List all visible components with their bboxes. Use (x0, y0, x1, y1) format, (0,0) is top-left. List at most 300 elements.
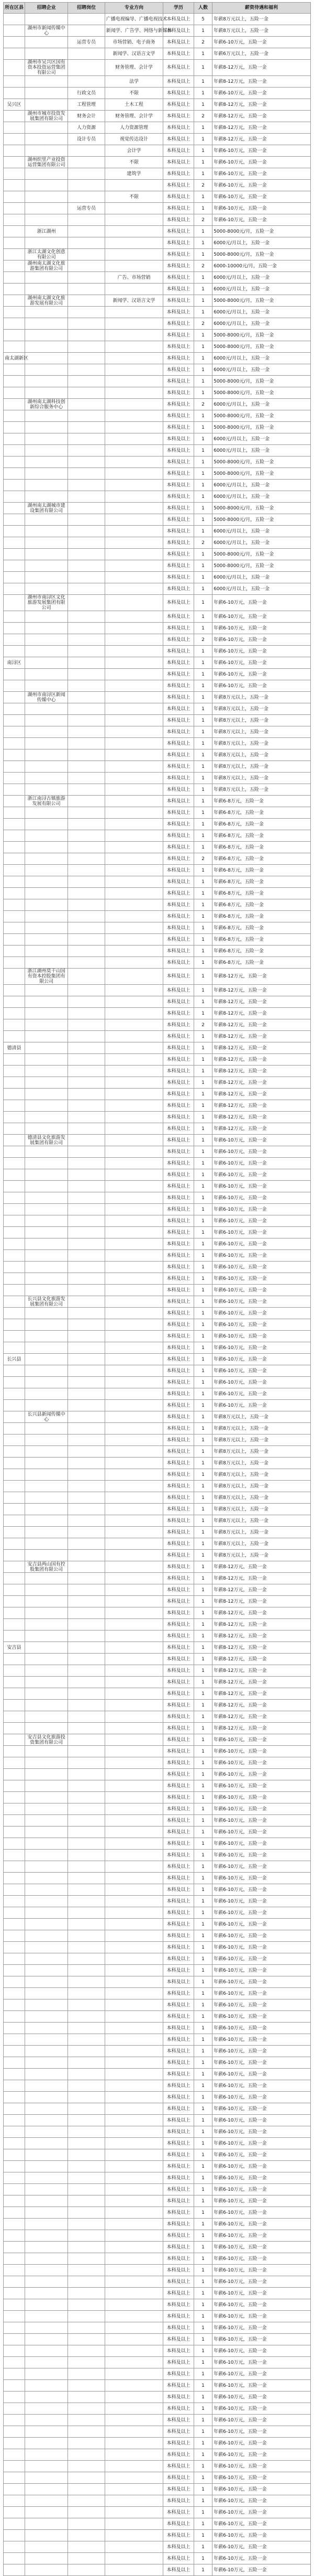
cell-education: 本科及以上 (163, 1780, 194, 1792)
cell-headcount: 1 (194, 830, 212, 842)
table-row (4, 819, 311, 830)
cell-headcount: 1 (194, 1596, 212, 1607)
table-row (4, 1607, 311, 1619)
cell-major (105, 1192, 163, 1204)
cell-region: 长兴县 (4, 1354, 25, 1365)
cell-major (105, 1019, 163, 1031)
cell-salary: 年薪6-10万元，五险一金 (212, 2449, 311, 2461)
cell-headcount: 1 (194, 25, 212, 37)
cell-region (4, 1700, 25, 1711)
table-row (4, 295, 311, 307)
cell-headcount: 1 (194, 1619, 212, 1631)
cell-major (105, 957, 163, 969)
cell-region (4, 865, 25, 876)
cell-region (4, 25, 25, 37)
cell-major (105, 2288, 163, 2299)
cell-major (105, 2518, 163, 2530)
cell-position (68, 2138, 105, 2149)
cell-salary: 年薪6-10万元，五险一金 (212, 1158, 311, 1169)
cell-education: 本科及以上 (163, 1135, 194, 1146)
table-row (4, 1780, 311, 1792)
cell-salary: 年薪6-10万元，五险一金 (212, 88, 311, 99)
cell-major: 法学 (105, 76, 163, 88)
cell-education: 本科及以上 (163, 48, 194, 60)
cell-region (4, 2495, 25, 2507)
cell-headcount: 1 (194, 284, 212, 295)
cell-employer (25, 2219, 68, 2230)
cell-employer (25, 1838, 68, 1850)
cell-region (4, 726, 25, 738)
cell-employer (25, 1930, 68, 1942)
table-row (4, 726, 311, 738)
cell-education: 本科及以上 (163, 957, 194, 969)
table-row (4, 996, 311, 1008)
table-row (4, 1089, 311, 1100)
cell-major (105, 2023, 163, 2034)
cell-major (105, 784, 163, 796)
table-row (4, 514, 311, 526)
cell-headcount: 1 (194, 237, 212, 249)
cell-region (4, 1135, 25, 1146)
cell-salary: 年薪6-10万元，五险一金 (212, 2069, 311, 2080)
table-row (4, 969, 311, 985)
cell-region (4, 1308, 25, 1319)
cell-position: 行政文员 (68, 88, 105, 99)
cell-region (4, 1677, 25, 1688)
cell-headcount: 1 (194, 1008, 212, 1019)
cell-region (4, 480, 25, 491)
cell-region (4, 2357, 25, 2368)
cell-education: 本科及以上 (163, 572, 194, 583)
table-row (4, 2092, 311, 2103)
cell-position (68, 819, 105, 830)
cell-major (105, 1469, 163, 1481)
table-row (4, 2103, 311, 2115)
cell-region (4, 2034, 25, 2046)
cell-position (68, 922, 105, 934)
cell-headcount: 1 (194, 2230, 212, 2242)
table-row (4, 1227, 311, 1238)
cell-region (4, 2126, 25, 2138)
cell-employer: 浙江湖州 (25, 226, 68, 237)
cell-position (68, 726, 105, 738)
cell-education: 本科及以上 (163, 985, 194, 996)
cell-salary: 5000-8000元/月，五险一金 (212, 560, 311, 572)
cell-salary: 年薪8-12万元，五险一金 (212, 1631, 311, 1642)
cell-employer (25, 1146, 68, 1158)
cell-employer (25, 1815, 68, 1827)
cell-region (4, 2322, 25, 2334)
cell-region (4, 364, 25, 376)
cell-employer (25, 2242, 68, 2253)
cell-salary: 年薪6-10万元，五险一金 (212, 2011, 311, 2023)
cell-major (105, 2553, 163, 2564)
cell-region (4, 1238, 25, 1250)
cell-headcount: 1 (194, 1677, 212, 1688)
cell-region (4, 1434, 25, 1446)
cell-position (68, 1250, 105, 1262)
cell-region (4, 1942, 25, 1953)
table-row (4, 2530, 311, 2541)
table-row (4, 25, 311, 37)
cell-employer (25, 2034, 68, 2046)
cell-salary: 年薪6-10万元，五险一金 (212, 1365, 311, 1377)
table-row (4, 2219, 311, 2230)
table-row (4, 1573, 311, 1584)
table-row (4, 376, 311, 387)
cell-position (68, 1100, 105, 1112)
cell-education: 本科及以上 (163, 2172, 194, 2184)
table-row (4, 853, 311, 865)
cell-employer (25, 2184, 68, 2195)
cell-region (4, 1077, 25, 1089)
table-row (4, 2011, 311, 2023)
cell-education: 本科及以上 (163, 1527, 194, 1538)
cell-region (4, 1965, 25, 1976)
cell-position (68, 1746, 105, 1757)
cell-major (105, 1262, 163, 1273)
cell-employer (25, 445, 68, 456)
cell-headcount: 1 (194, 1400, 212, 1411)
cell-employer (25, 985, 68, 996)
cell-headcount: 1 (194, 1192, 212, 1204)
cell-employer: 湖州织里产业投资运营集团有限公司 (25, 157, 68, 168)
cell-headcount: 1 (194, 1827, 212, 1838)
cell-headcount: 1 (194, 1584, 212, 1596)
cell-position (68, 945, 105, 957)
cell-position (68, 1296, 105, 1308)
cell-major (105, 1965, 163, 1976)
cell-region (4, 1607, 25, 1619)
cell-major (105, 1538, 163, 1550)
cell-position (68, 2057, 105, 2069)
cell-region (4, 738, 25, 749)
cell-position (68, 2011, 105, 2023)
cell-employer (25, 749, 68, 761)
cell-education: 本科及以上 (163, 634, 194, 646)
cell-major (105, 1227, 163, 1238)
cell-position (68, 703, 105, 715)
cell-education: 本科及以上 (163, 796, 194, 807)
cell-headcount: 1 (194, 1238, 212, 1250)
cell-employer (25, 1665, 68, 1677)
cell-salary: 年薪6-8万元，五险一金 (212, 853, 311, 865)
cell-employer (25, 1873, 68, 1884)
cell-position (68, 1331, 105, 1342)
cell-salary: 年薪8-12万元，五险一金 (212, 1619, 311, 1631)
cell-employer (25, 2311, 68, 2322)
cell-major (105, 1146, 163, 1158)
cell-position (68, 1158, 105, 1169)
table-row (4, 318, 311, 330)
cell-major (105, 249, 163, 260)
cell-headcount: 1 (194, 1976, 212, 1988)
cell-position: 财务会计 (68, 111, 105, 122)
cell-salary: 6000元/月以上，五险一金 (212, 433, 311, 445)
cell-education: 本科及以上 (163, 1411, 194, 1423)
table-row (4, 168, 311, 180)
cell-region (4, 2368, 25, 2380)
cell-major (105, 1907, 163, 1919)
cell-headcount: 1 (194, 2011, 212, 2023)
cell-position (68, 2311, 105, 2322)
cell-headcount: 1 (194, 2138, 212, 2149)
cell-education: 本科及以上 (163, 623, 194, 634)
table-row (4, 1342, 311, 1354)
cell-region (4, 1619, 25, 1631)
cell-major (105, 1550, 163, 1561)
cell-education: 本科及以上 (163, 111, 194, 122)
cell-region (4, 2265, 25, 2276)
table-row (4, 1458, 311, 1469)
cell-region (4, 1227, 25, 1238)
cell-major: 市场营销、电子商务 (105, 37, 163, 48)
cell-position (68, 1734, 105, 1746)
cell-region (4, 2242, 25, 2253)
header-education: 学历 (163, 3, 194, 14)
cell-major (105, 1769, 163, 1780)
cell-employer (25, 1953, 68, 1965)
cell-headcount: 1 (194, 842, 212, 853)
cell-position (68, 1123, 105, 1135)
cell-education: 本科及以上 (163, 180, 194, 191)
table-row (4, 680, 311, 692)
cell-salary: 年薪6-8万元，五险一金 (212, 945, 311, 957)
cell-employer (25, 1319, 68, 1331)
cell-salary: 年薪8-12万元，五险一金 (212, 969, 311, 985)
cell-salary: 6000元/月以上，五险一金 (212, 572, 311, 583)
cell-region (4, 807, 25, 819)
cell-education: 本科及以上 (163, 134, 194, 145)
cell-major (105, 503, 163, 514)
cell-employer (25, 180, 68, 191)
table-row (4, 911, 311, 922)
cell-salary: 6000元/月以上，五险一金 (212, 307, 311, 318)
cell-salary: 年薪8-12万元，五险一金 (212, 1066, 311, 1077)
cell-salary: 年薪8万元以上，五险一金 (212, 1469, 311, 1481)
cell-region (4, 1596, 25, 1607)
cell-employer (25, 537, 68, 549)
cell-education: 本科及以上 (163, 491, 194, 503)
cell-employer (25, 214, 68, 226)
cell-region (4, 1988, 25, 1999)
cell-position (68, 2161, 105, 2172)
cell-headcount: 1 (194, 680, 212, 692)
cell-major (105, 1988, 163, 1999)
cell-salary: 年薪6-10万元，五险一金 (212, 2403, 311, 2415)
cell-major: 建筑学 (105, 168, 163, 180)
table-row (4, 2265, 311, 2276)
cell-position (68, 1042, 105, 1054)
cell-employer (25, 1250, 68, 1262)
cell-education: 本科及以上 (163, 1723, 194, 1734)
cell-position (68, 1089, 105, 1100)
cell-major (105, 2172, 163, 2184)
cell-employer (25, 387, 68, 399)
cell-employer (25, 1976, 68, 1988)
cell-headcount: 1 (194, 2046, 212, 2057)
cell-position (68, 1308, 105, 1319)
cell-headcount: 2 (194, 111, 212, 122)
cell-salary: 年薪8万元以上，五险一金 (212, 1458, 311, 1469)
cell-region (4, 376, 25, 387)
cell-employer (25, 2046, 68, 2057)
cell-education: 本科及以上 (163, 272, 194, 284)
cell-region (4, 422, 25, 433)
cell-education: 本科及以上 (163, 1146, 194, 1158)
cell-salary: 年薪8万元以上，五险一金 (212, 692, 311, 703)
cell-employer (25, 1723, 68, 1734)
table-row (4, 180, 311, 191)
table-row (4, 1746, 311, 1757)
cell-position (68, 468, 105, 480)
cell-position (68, 657, 105, 669)
cell-major (105, 2253, 163, 2265)
cell-education: 本科及以上 (163, 1550, 194, 1561)
cell-major (105, 2207, 163, 2219)
cell-headcount: 1 (194, 1077, 212, 1089)
cell-headcount: 1 (194, 1607, 212, 1619)
cell-major (105, 526, 163, 537)
cell-major (105, 2034, 163, 2046)
cell-headcount: 1 (194, 1561, 212, 1573)
cell-headcount: 1 (194, 1527, 212, 1538)
cell-region (4, 2195, 25, 2207)
cell-headcount: 1 (194, 60, 212, 76)
cell-position (68, 341, 105, 353)
cell-major (105, 830, 163, 842)
cell-position (68, 491, 105, 503)
cell-major (105, 2449, 163, 2461)
cell-education: 本科及以上 (163, 842, 194, 853)
cell-major: 财务管理、会计学 (105, 60, 163, 76)
cell-salary: 年薪6-8万元，五险一金 (212, 899, 311, 911)
cell-education: 本科及以上 (163, 761, 194, 773)
cell-education: 本科及以上 (163, 387, 194, 399)
cell-salary: 年薪6-10万元，五险一金 (212, 1227, 311, 1238)
cell-major (105, 2242, 163, 2253)
table-row (4, 1792, 311, 1803)
cell-education: 本科及以上 (163, 2276, 194, 2288)
cell-employer (25, 703, 68, 715)
cell-major (105, 341, 163, 353)
cell-salary: 年薪6-10万元，五险一金 (212, 2219, 311, 2230)
cell-region (4, 957, 25, 969)
cell-salary: 年薪6-10万元，五险一金 (212, 2380, 311, 2392)
cell-employer (25, 1896, 68, 1907)
cell-position (68, 1677, 105, 1688)
cell-employer (25, 1204, 68, 1215)
cell-region (4, 646, 25, 657)
cell-employer (25, 330, 68, 341)
cell-employer (25, 1642, 68, 1654)
table-row (4, 1481, 311, 1492)
cell-salary: 年薪6-10万元，五险一金 (212, 1377, 311, 1388)
cell-education: 本科及以上 (163, 25, 194, 37)
cell-headcount: 1 (194, 2172, 212, 2184)
cell-education: 本科及以上 (163, 853, 194, 865)
cell-position (68, 1077, 105, 1089)
cell-employer (25, 1112, 68, 1123)
cell-employer (25, 738, 68, 749)
cell-headcount: 1 (194, 1089, 212, 1100)
cell-education: 本科及以上 (163, 295, 194, 307)
cell-major (105, 922, 163, 934)
cell-employer (25, 1123, 68, 1135)
cell-employer (25, 2322, 68, 2334)
cell-salary: 年薪6-10万元，五险一金 (212, 1884, 311, 1896)
cell-employer (25, 1262, 68, 1273)
cell-region (4, 572, 25, 583)
table-row (4, 1112, 311, 1123)
cell-education: 本科及以上 (163, 2046, 194, 2057)
cell-education: 本科及以上 (163, 353, 194, 364)
cell-employer (25, 1066, 68, 1077)
cell-region (4, 669, 25, 680)
cell-position (68, 1538, 105, 1550)
cell-region (4, 911, 25, 922)
table-row (4, 2057, 311, 2069)
cell-education: 本科及以上 (163, 422, 194, 433)
table-row (4, 111, 311, 122)
table-row (4, 1827, 311, 1838)
cell-region (4, 284, 25, 295)
cell-salary: 年薪6-10万元，五险一金 (212, 2426, 311, 2438)
cell-region (4, 2392, 25, 2403)
cell-education: 本科及以上 (163, 2265, 194, 2276)
cell-region (4, 715, 25, 726)
cell-salary: 年薪6-10万元，五险一金 (212, 2184, 311, 2195)
cell-salary: 年薪6-10万元，五险一金 (212, 168, 311, 180)
table-row (4, 646, 311, 657)
cell-education: 本科及以上 (163, 1077, 194, 1089)
cell-education: 本科及以上 (163, 2138, 194, 2149)
cell-employer (25, 341, 68, 353)
table-row (4, 1042, 311, 1054)
cell-employer (25, 1158, 68, 1169)
cell-region (4, 260, 25, 272)
cell-education: 本科及以上 (163, 2092, 194, 2103)
cell-education: 本科及以上 (163, 1215, 194, 1227)
cell-headcount: 1 (194, 1100, 212, 1112)
cell-education: 本科及以上 (163, 480, 194, 491)
table-row (4, 1423, 311, 1434)
cell-major: 新闻学、汉语言文学 (105, 48, 163, 60)
cell-employer (25, 491, 68, 503)
cell-position (68, 1988, 105, 1999)
cell-employer (25, 1008, 68, 1019)
cell-major (105, 260, 163, 272)
cell-major (105, 2380, 163, 2392)
cell-education: 本科及以上 (163, 969, 194, 985)
cell-headcount: 1 (194, 99, 212, 111)
cell-major (105, 2345, 163, 2357)
cell-salary: 5000-8000元/月，五险一金 (212, 410, 311, 422)
cell-position (68, 1319, 105, 1331)
table-row (4, 1411, 311, 1423)
cell-position (68, 226, 105, 237)
cell-major (105, 749, 163, 761)
cell-employer (25, 1538, 68, 1550)
table-row (4, 623, 311, 634)
table-row (4, 157, 311, 168)
cell-major (105, 214, 163, 226)
cell-region (4, 2334, 25, 2345)
cell-education: 本科及以上 (163, 1481, 194, 1492)
cell-education: 本科及以上 (163, 657, 194, 669)
cell-education: 本科及以上 (163, 2230, 194, 2242)
cell-salary: 年薪8万元以上，五险一金 (212, 1492, 311, 1504)
